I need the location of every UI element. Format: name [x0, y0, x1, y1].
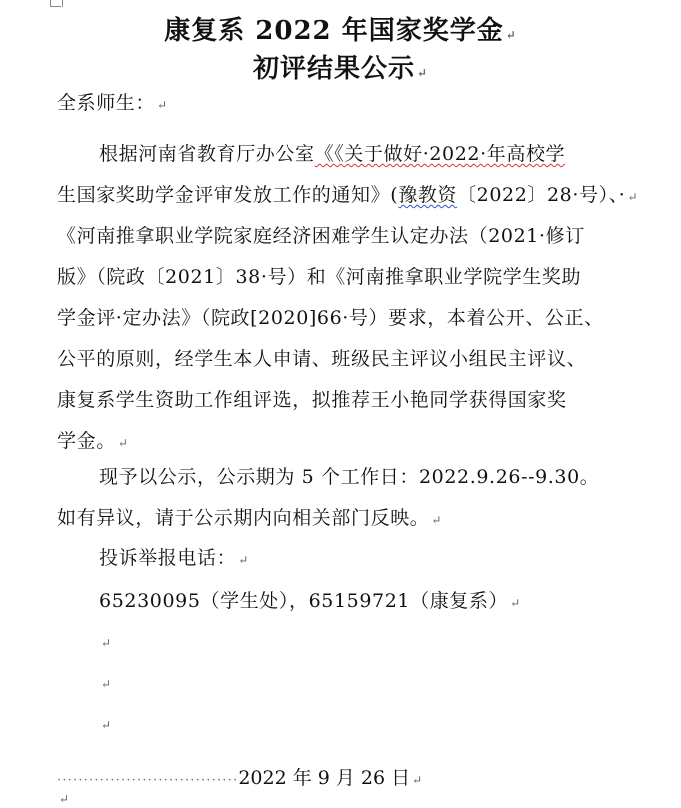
body-line-1: 根据河南省教育厅办公室《《关于做好·2022·年高校学 — [99, 143, 566, 165]
paragraph-mark-icon: ↵ — [101, 718, 112, 732]
paragraph-mark-icon: ↵ — [101, 677, 112, 691]
paragraph-mark-icon: ↵ — [627, 190, 639, 204]
body-line-5: 学金评·定办法》（院政[2020]66·号）要求，本着公开、公正、 — [57, 307, 604, 329]
complaint-phones: 65230095（学生处），65159721（康复系） ↵ — [99, 590, 521, 612]
salutation: 全系师生： ↵ — [57, 92, 168, 114]
paragraph-mark-icon: ↵ — [238, 553, 249, 567]
spellcheck-underlined-text: 《《关于做好·2022·年高校学 — [314, 143, 566, 165]
signature-date-line — [57, 763, 422, 790]
body-line-2: 生国家奖助学金评审发放工作的通知》(豫教资〔2022〕28·号）、· ↵ — [57, 184, 639, 206]
empty-paragraph — [99, 712, 112, 734]
notice-line-2: 如有异议，请于公示期内向相关部门反映。 ↵ — [57, 507, 443, 529]
leader-dots: ·································· — [57, 773, 239, 788]
body-line-6: 公平的原则，经学生本人申请、班级民主评议小组民主评议、 — [57, 348, 587, 370]
paragraph-mark-icon: ↵ — [157, 98, 168, 112]
paragraph-mark-icon: ↵ — [412, 773, 423, 787]
paragraph-mark-icon: ↵ — [505, 28, 517, 42]
empty-paragraph — [99, 630, 112, 652]
body-line-7: 康复系学生资助工作组评选，拟推荐王小艳同学获得国家奖 — [57, 389, 567, 411]
body-line-3: 《河南推拿职业学院家庭经济困难学生认定办法（2021·修订 — [57, 225, 585, 247]
page-corner-mark-tick — [62, 0, 63, 7]
page-corner-mark — [50, 0, 61, 7]
complaint-label: 投诉举报电话： ↵ — [99, 547, 249, 569]
document-title-line1: 康复系 2022 年国家奖学金 ↵ — [164, 16, 517, 46]
document-date: 2022 年 9 月 26 日 — [238, 767, 411, 789]
paragraph-mark-icon: ↵ — [431, 513, 443, 527]
paragraph-mark-icon: ↵ — [117, 436, 129, 450]
empty-paragraph — [57, 786, 70, 808]
document-title-line2: 初评结果公示 ↵ — [252, 54, 429, 84]
paragraph-mark-icon: ↵ — [101, 636, 112, 650]
grammar-underlined-text: 豫教资 — [398, 184, 458, 206]
body-line-8: 学金。 ↵ — [57, 430, 129, 452]
empty-paragraph — [99, 671, 112, 693]
paragraph-mark-icon: ↵ — [510, 596, 521, 610]
body-line-4: 版》（院政〔2021〕38·号）和《河南推拿职业学院学生奖助 — [57, 266, 582, 288]
paragraph-mark-icon: ↵ — [416, 66, 429, 80]
paragraph-mark-icon: ↵ — [59, 792, 70, 806]
notice-line-1: 现予以公示，公示期为 5 个工作日：2022.9.26--9.30。 — [99, 466, 600, 488]
